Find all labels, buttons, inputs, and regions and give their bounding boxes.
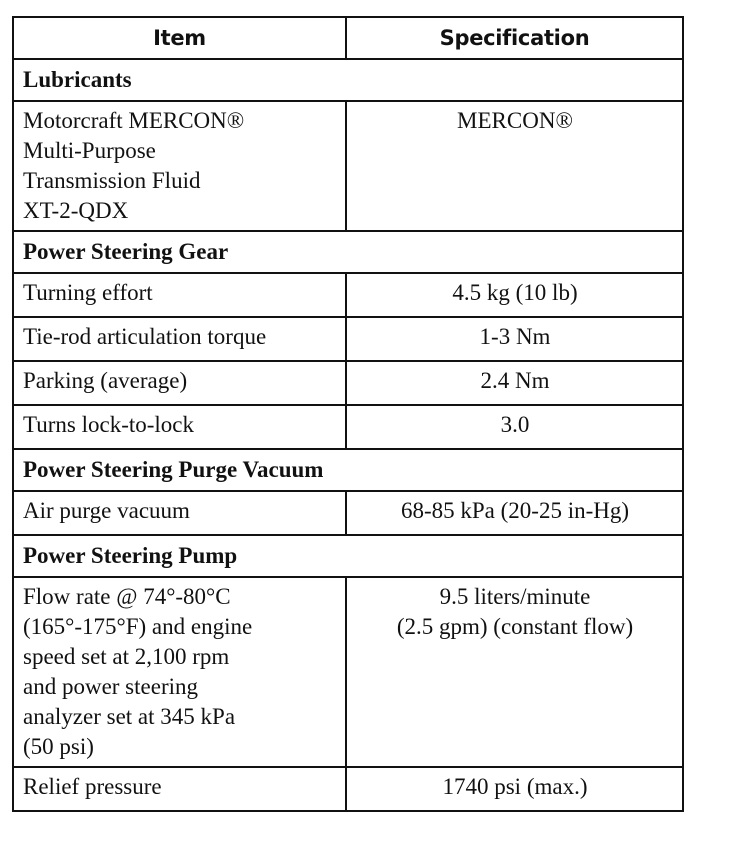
item-cell: Relief pressure bbox=[13, 767, 346, 811]
section-row-lubricants bbox=[13, 59, 683, 101]
item-cell: Turning effort bbox=[13, 273, 346, 317]
table-row bbox=[13, 577, 683, 767]
section-row-purge-vacuum bbox=[13, 449, 683, 491]
table-row bbox=[13, 767, 683, 811]
section-title-purge-vacuum: Power Steering Purge Vacuum bbox=[13, 449, 683, 491]
header-specification: Specification bbox=[346, 17, 683, 59]
item-cell: Parking (average) bbox=[13, 361, 346, 405]
header-item: Item bbox=[13, 17, 346, 59]
spec-cell: 4.5 kg (10 lb) bbox=[346, 273, 683, 317]
item-cell: Motorcraft MERCON® Multi-Purpose Transmission Fluid XT-2-QDX bbox=[13, 101, 346, 231]
section-row-power-steering-gear bbox=[13, 231, 683, 273]
table-row bbox=[13, 361, 683, 405]
section-title-power-steering-gear: Power Steering Gear bbox=[13, 231, 683, 273]
table-row bbox=[13, 273, 683, 317]
table-row bbox=[13, 491, 683, 535]
table-row bbox=[13, 405, 683, 449]
section-title-lubricants: Lubricants bbox=[13, 59, 683, 101]
spec-cell: 68-85 kPa (20-25 in-Hg) bbox=[346, 491, 683, 535]
spec-cell: 3.0 bbox=[346, 405, 683, 449]
specification-table bbox=[12, 16, 684, 812]
spec-cell: 1-3 Nm bbox=[346, 317, 683, 361]
table-header bbox=[13, 17, 683, 59]
item-cell: Air purge vacuum bbox=[13, 491, 346, 535]
spec-cell: MERCON® bbox=[346, 101, 683, 231]
section-title-power-steering-pump: Power Steering Pump bbox=[13, 535, 683, 577]
item-cell: Flow rate @ 74°-80°C (165°-175°F) and engine speed set at 2,100 rpm and power steering analyzer set at 345 kPa (50 psi) bbox=[13, 577, 346, 767]
spec-cell: 2.4 Nm bbox=[346, 361, 683, 405]
table-row bbox=[13, 101, 683, 231]
spec-cell: 1740 psi (max.) bbox=[346, 767, 683, 811]
table-row bbox=[13, 317, 683, 361]
item-cell: Tie-rod articulation torque bbox=[13, 317, 346, 361]
header-row bbox=[13, 17, 683, 59]
section-row-power-steering-pump bbox=[13, 535, 683, 577]
item-cell: Turns lock-to-lock bbox=[13, 405, 346, 449]
spec-cell: 9.5 liters/minute (2.5 gpm) (constant flow) bbox=[346, 577, 683, 767]
